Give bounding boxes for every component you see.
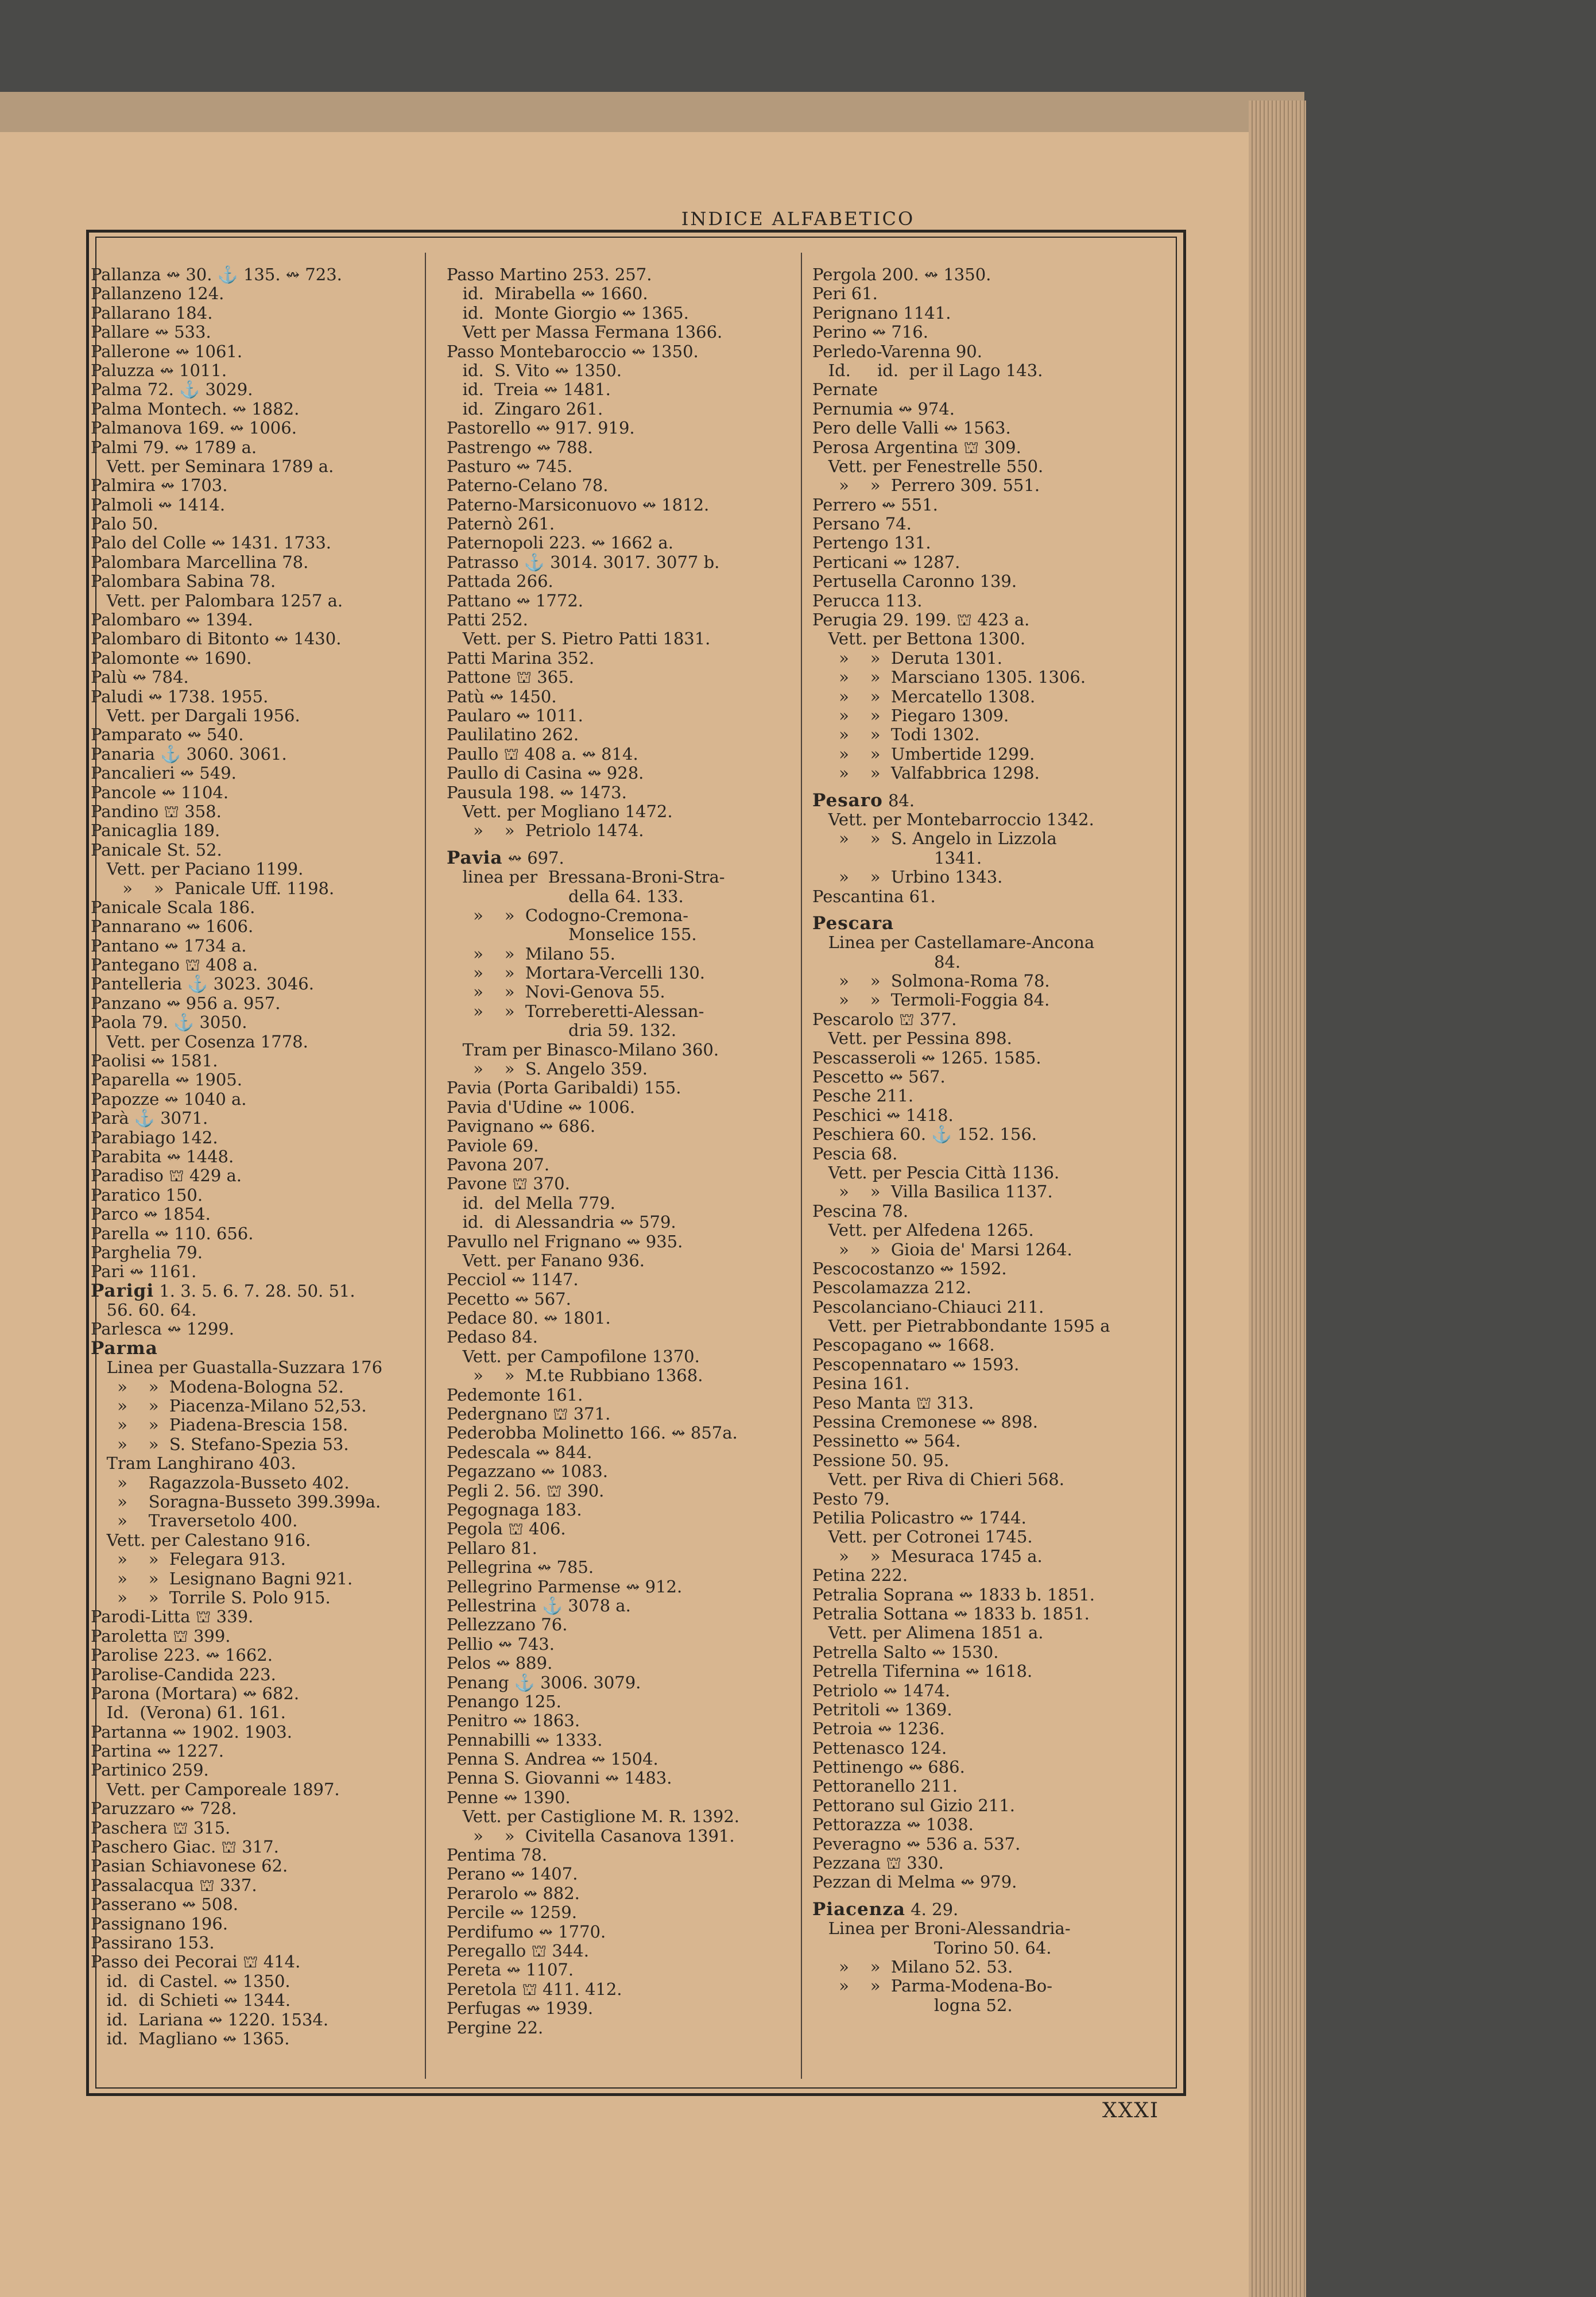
index-entry: Penna S. Andrea ↭ 1504. [447, 1749, 658, 1769]
index-entry: Tram Langhirano 403. [91, 1453, 296, 1474]
index-entry: Pausula 198. ↭ 1473. [447, 782, 627, 802]
index-entry: Paulilatino 262. [447, 725, 579, 745]
city-heading: Piacenza [812, 1898, 906, 1920]
index-entry: Patti 252. [447, 610, 528, 630]
index-entry: Pedaso 84. [447, 1327, 538, 1347]
index-entry: Paullo ⛫ 408 a. ↭ 814. [447, 744, 638, 764]
index-entry: id. di Castel. ↭ 1350. [91, 1971, 290, 1991]
index-entry: Pellaro 81. [447, 1538, 537, 1558]
index-entry: » » Petriolo 1474. [447, 821, 644, 841]
index-entry: Pesche 211. [812, 1086, 914, 1106]
index-entry: Palmi 79. ↭ 1789 a. [91, 437, 257, 457]
index-entry: Pezzana ⛫ 330. [812, 1853, 944, 1873]
index-entry: Vett. per Bettona 1300. [812, 629, 1026, 649]
index-entry: » » Felegara 913. [91, 1549, 286, 1569]
index-entry: Parà ⚓ 3071. [91, 1108, 208, 1128]
index-entry: Passalacqua ⛫ 337. [91, 1875, 257, 1895]
index-entry: Pasian Schiavonese 62. [91, 1856, 288, 1876]
page-title: INDICE ALFABETICO [681, 208, 915, 230]
index-entry: Pezzan di Melma ↭ 979. [812, 1872, 1017, 1892]
index-entry: Petrella Tifernina ↭ 1618. [812, 1661, 1033, 1681]
index-entry: Peschici ↭ 1418. [812, 1105, 954, 1125]
index-entry: Parco ↭ 1854. [91, 1204, 211, 1224]
index-entry: Pantano ↭ 1734 a. [91, 935, 247, 956]
index-entry: Pettorano sul Gizio 211. [812, 1795, 1015, 1815]
index-entry: » Soragna-Busseto 399.399a. [91, 1492, 381, 1511]
index-entry: Pessinetto ↭ 564. [812, 1431, 961, 1451]
index-entry: Persano 74. [812, 514, 912, 534]
index-entry: Palma 72. ⚓ 3029. [91, 380, 253, 400]
index-entry: logna 52. [812, 1995, 1013, 2015]
index-entry: Perignano 1141. [812, 303, 951, 323]
index-entry: Vett. per Cosenza 1778. [91, 1031, 308, 1051]
index-entry: Id. id. per il Lago 143. [812, 360, 1043, 380]
index-entry: » » Valfabbrica 1298. [812, 763, 1040, 783]
index-entry: Perino ↭ 716. [812, 322, 928, 342]
index-entry: Paternopoli 223. ↭ 1662 a. [447, 533, 673, 553]
index-entry: Parabita ↭ 1448. [91, 1146, 234, 1166]
index-entry: » » Perrero 309. 551. [812, 475, 1040, 496]
index-entry: Papozze ↭ 1040 a. [91, 1089, 247, 1109]
index-entry: » » Piegaro 1309. [812, 705, 1009, 725]
index-entry: Parolise-Candida 223. [91, 1664, 276, 1684]
index-entry: Pastorello ↭ 917. 919. [447, 418, 635, 438]
index-entry: Peschiera 60. ⚓ 152. 156. [812, 1124, 1037, 1144]
index-entry: Palma Montech. ↭ 1882. [91, 399, 300, 419]
index-entry: Pescetto ↭ 567. [812, 1067, 946, 1087]
index-entry: Pegola ⛫ 406. [447, 1519, 566, 1539]
index-entry: Vett. per S. Pietro Patti 1831. [447, 629, 711, 649]
index-entry: Perano ↭ 1407. [447, 1864, 578, 1884]
index-entry: Palo del Colle ↭ 1431. 1733. [91, 533, 332, 553]
index-entry: Paviole 69. [447, 1135, 539, 1155]
index-entry: Patti Marina 352. [447, 648, 595, 668]
index-entry: Partinico 259. [91, 1760, 209, 1780]
index-entry: Vett. per Seminara 1789 a. [91, 456, 334, 476]
index-entry: Pesto 79. [812, 1488, 890, 1509]
index-entry: Pavone ⛫ 370. [447, 1174, 570, 1194]
index-entry: Pattada 266. [447, 571, 553, 591]
index-entry: Petralia Sottana ↭ 1833 b. 1851. [812, 1603, 1090, 1623]
index-entry: Perticani ↭ 1287. [812, 552, 960, 572]
index-entry: Perledo-Varenna 90. [812, 341, 982, 361]
index-entry: Pamparato ↭ 540. [91, 725, 244, 745]
index-entry: Paterno-Marsiconuovo ↭ 1812. [447, 494, 710, 515]
index-entry: » » Todi 1302. [812, 725, 980, 745]
index-entry: » » Milano 52. 53. [812, 1956, 1013, 1977]
index-entry: Vett. per Pietrabbondante 1595 a [812, 1316, 1110, 1336]
index-entry: Pastrengo ↭ 788. [447, 437, 594, 457]
index-entry: » » Lesignano Bagni 921. [91, 1568, 353, 1588]
index-entry: Passo Martino 253. 257. [447, 265, 652, 284]
index-entry: Paularo ↭ 1011. [447, 705, 583, 725]
index-entry: Pegli 2. 56. ⛫ 390. [447, 1480, 605, 1501]
index-entry: Pedescala ↭ 844. [447, 1442, 592, 1462]
index-entry: » » Mesuraca 1745 a. [812, 1546, 1043, 1566]
index-entry: Vett. per Pessina 898. [812, 1028, 1012, 1049]
index-entry: Passerano ↭ 508. [91, 1894, 239, 1915]
index-entry: Parghelia 79. [91, 1242, 203, 1262]
index-entry: Vett. per Campofilone 1370. [447, 1346, 700, 1366]
index-entry: Vett per Massa Fermana 1366. [447, 322, 723, 342]
page-edge-stack [1249, 100, 1306, 2297]
index-entry: Pesina 161. [812, 1374, 910, 1394]
index-entry: Vett. per Cotronei 1745. [812, 1527, 1033, 1547]
index-entry: » » Deruta 1301. [812, 648, 1003, 668]
index-entry: Pescopennataro ↭ 1593. [812, 1354, 1020, 1374]
index-entry: Partanna ↭ 1902. 1903. [91, 1722, 292, 1742]
index-entry: Vett. per Montebarroccio 1342. [812, 809, 1094, 829]
index-entry [812, 914, 1173, 933]
index-entry: » » Mortara-Vercelli 130. [447, 963, 706, 983]
index-entry: Peretola ⛫ 411. 412. [447, 1979, 622, 1999]
index-entry: Pettoranello 211. [812, 1776, 958, 1796]
index-entry: » » Torrile S. Polo 915. [91, 1587, 331, 1607]
index-entry: Pavignano ↭ 686. [447, 1116, 596, 1136]
index-entry: Paradiso ⛫ 429 a. [91, 1166, 242, 1186]
index-entry: Linea per Broni-Alessandria- [812, 1919, 1071, 1939]
index-entry: Peso Manta ⛫ 313. [812, 1393, 974, 1413]
index-entry: Paratico 150. [91, 1185, 203, 1205]
index-entry: Vett. per Mogliano 1472. [447, 801, 673, 821]
index-entry: Pertengo 131. [812, 533, 931, 553]
index-entry: Pennabilli ↭ 1333. [447, 1730, 603, 1750]
index-entry: id. del Mella 779. [447, 1193, 615, 1213]
index-entry: Vett. per Riva di Chieri 568. [812, 1470, 1064, 1490]
index-entry: id. Lariana ↭ 1220. 1534. [91, 2009, 329, 2029]
index-entry: Parabiago 142. [91, 1127, 218, 1147]
index-entry: Tram per Binasco-Milano 360. [447, 1039, 719, 1059]
index-entry: » » Gioia de' Marsi 1264. [812, 1239, 1072, 1259]
index-entry: Pertusella Caronno 139. [812, 571, 1017, 591]
index-entry: Perrero ↭ 551. [812, 494, 938, 515]
index-entry: Torino 50. 64. [812, 1938, 1052, 1958]
index-entry: Pattano ↭ 1772. [447, 590, 583, 610]
index-entry: Petralia Soprana ↭ 1833 b. 1851. [812, 1584, 1095, 1604]
index-entry: Penitro ↭ 1863. [447, 1711, 580, 1731]
index-entry: linea per Bressana-Broni-Stra- [447, 867, 725, 887]
index-entry: Perfugas ↭ 1939. [447, 1998, 594, 2018]
index-entry: id. Magliano ↭ 1365. [91, 2028, 290, 2048]
index-entry: » » Piacenza-Milano 52,53. [91, 1396, 367, 1416]
index-entry: 56. 60. 64. [91, 1300, 197, 1320]
index-entry: Penne ↭ 1390. [447, 1787, 571, 1807]
index-entry: Pettinengo ↭ 686. [812, 1757, 965, 1777]
index-entry: Monselice 155. [447, 925, 697, 945]
index-entry: Paparella ↭ 1905. [91, 1070, 242, 1090]
index-entry: Pallanza ↭ 30. ⚓ 135. ↭ 723. [91, 265, 342, 284]
index-entry: Parona (Mortara) ↭ 682. [91, 1683, 300, 1703]
index-entry: Vett. per Calestano 916. [91, 1530, 311, 1550]
index-entry: » » S. Angelo in Lizzola [812, 829, 1057, 849]
index-entry: Paroletta ⛫ 399. [91, 1626, 231, 1646]
index-entry: Linea per Castellamare-Ancona [812, 933, 1095, 953]
index-entry: Pettenasco 124. [812, 1738, 947, 1758]
index-entry: Percile ↭ 1259. [447, 1902, 577, 1923]
index-column-1 [91, 265, 447, 2048]
index-entry: Pelos ↭ 889. [447, 1653, 553, 1673]
index-entry: Vett. per Camporeale 1897. [91, 1779, 340, 1799]
index-entry: Paterno-Celano 78. [447, 475, 609, 496]
index-entry: Pallarano 184. [91, 303, 213, 323]
index-entry: Pesaro 84. [812, 790, 915, 811]
index-entry: Patrasso ⚓ 3014. 3017. 3077 b. [447, 552, 720, 572]
index-entry: » » Parma-Modena-Bo- [812, 1976, 1053, 1996]
index-entry: Pergola 200. ↭ 1350. [812, 265, 991, 284]
index-entry: Pavullo nel Frignano ↭ 935. [447, 1231, 683, 1251]
index-entry: Paschero Giac. ⛫ 317. [91, 1837, 279, 1857]
index-column-2 [447, 265, 805, 2037]
index-entry: id. S. Vito ↭ 1350. [447, 360, 622, 380]
index-entry: della 64. 133. [447, 886, 684, 906]
index-entry: Passignano 196. [91, 1913, 228, 1933]
index-entry: Pellegrina ↭ 785. [447, 1557, 594, 1577]
index-entry: » » S. Stefano-Spezia 53. [91, 1434, 349, 1454]
index-entry: Petina 222. [812, 1565, 908, 1586]
index-entry: Parigi 1. 3. 5. 6. 7. 28. 50. 51. [91, 1280, 355, 1301]
index-entry: » » Milano 55. [447, 943, 615, 964]
index-entry: id. Mirabella ↭ 1660. [447, 284, 648, 304]
index-entry: Pessina Cremonese ↭ 898. [812, 1412, 1038, 1432]
index-entry: Pantegano ⛫ 408 a. [91, 955, 258, 975]
index-entry: Pernate [812, 380, 878, 400]
index-entry: » » Modena-Bologna 52. [91, 1376, 344, 1397]
index-entry: Palombara Sabina 78. [91, 571, 276, 591]
index-entry: Pattone ⛫ 365. [447, 667, 574, 687]
index-entry: Palombaro di Bitonto ↭ 1430. [91, 629, 342, 649]
index-entry: Palo 50. [91, 514, 158, 534]
index-entry: Palmoli ↭ 1414. [91, 494, 226, 515]
index-entry: Peveragno ↭ 536 a. 537. [812, 1834, 1021, 1854]
index-entry: Partina ↭ 1227. [91, 1741, 224, 1761]
index-entry: Pellezzano 76. [447, 1615, 568, 1635]
index-entry: » Traversetolo 400. [91, 1511, 298, 1531]
index-entry: Pescarolo ⛫ 377. [812, 1009, 957, 1029]
index-entry: Petilia Policastro ↭ 1744. [812, 1508, 1026, 1528]
index-entry: Pecciol ↭ 1147. [447, 1270, 579, 1290]
index-entry: Pescopagano ↭ 1668. [812, 1335, 995, 1355]
index-entry: Pescolamazza 212. [812, 1278, 971, 1298]
index-entry: Pergine 22. [447, 2017, 544, 2037]
index-entry: Petritoli ↭ 1369. [812, 1699, 952, 1719]
index-entry: Pescantina 61. [812, 886, 936, 906]
index-entry: Petriolo ↭ 1474. [812, 1680, 951, 1700]
index-entry: Vett. per Castiglione M. R. 1392. [447, 1807, 739, 1827]
index-entry: Paternò 261. [447, 514, 555, 534]
index-entry: Pettorazza ↭ 1038. [812, 1815, 974, 1835]
index-entry: Pallare ↭ 533. [91, 322, 211, 342]
index-entry: Pancalieri ↭ 549. [91, 763, 237, 783]
index-entry: » » Mercatello 1308. [812, 686, 1036, 706]
index-entry: Pandino ⛫ 358. [91, 801, 222, 821]
index-entry: id. Monte Giorgio ↭ 1365. [447, 303, 689, 323]
index-entry: Pallanzeno 124. [91, 284, 224, 304]
index-entry: Petroia ↭ 1236. [812, 1719, 945, 1739]
city-heading: Parigi [91, 1280, 154, 1301]
index-entry: Vett. per Alfedena 1265. [812, 1220, 1034, 1240]
index-entry: Linea per Guastalla-Suzzara 176 [91, 1358, 383, 1378]
index-entry [91, 1339, 447, 1358]
index-entry: Penang ⚓ 3006. 3079. [447, 1672, 641, 1692]
index-entry: Pentima 78. [447, 1845, 548, 1865]
index-entry: Paola 79. ⚓ 3050. [91, 1012, 247, 1033]
index-entry: » » Termoli-Foggia 84. [812, 990, 1050, 1010]
index-entry: Pescolanciano-Chiauci 211. [812, 1297, 1044, 1317]
index-entry: Pegognaga 183. [447, 1500, 582, 1519]
index-entry: Pasturo ↭ 745. [447, 456, 573, 476]
index-entry: Pavia (Porta Garibaldi) 155. [447, 1078, 681, 1098]
index-entry: id. di Alessandria ↭ 579. [447, 1212, 676, 1232]
index-entry: » » Piadena-Brescia 158. [91, 1415, 348, 1435]
index-entry: Palombara Marcellina 78. [91, 552, 309, 572]
index-entry: Pellio ↭ 743. [447, 1634, 555, 1654]
index-entry: » » Torreberetti-Alessan- [447, 1001, 704, 1021]
index-entry: Pescia 68. [812, 1143, 898, 1163]
index-entry: » » Umbertide 1299. [812, 744, 1035, 764]
index-entry: Pallerone ↭ 1061. [91, 341, 243, 361]
index-entry: Perosa Argentina ⛫ 309. [812, 437, 1021, 457]
index-entry: Panicale Scala 186. [91, 897, 255, 917]
index-entry: Pescocostanzo ↭ 1592. [812, 1258, 1007, 1278]
index-entry: Palmanova 169. ↭ 1006. [91, 418, 297, 438]
index-entry: Petrella Salto ↭ 1530. [812, 1642, 999, 1662]
index-entry: Pedergnano ⛫ 371. [447, 1404, 611, 1424]
index-entry: » » Marsciano 1305. 1306. [812, 667, 1086, 687]
index-entry: Passo Montebaroccio ↭ 1350. [447, 341, 699, 361]
index-entry: Parlesca ↭ 1299. [91, 1319, 234, 1339]
index-entry: Perugia 29. 199. ⛫ 423 a. [812, 610, 1030, 630]
index-entry: Paolisi ↭ 1581. [91, 1051, 218, 1071]
index-entry: » » Novi-Genova 55. [447, 982, 665, 1002]
index-entry: Pancole ↭ 1104. [91, 782, 229, 802]
index-entry: Palomonte ↭ 1690. [91, 648, 252, 668]
index-entry: Paschera ⛫ 315. [91, 1818, 231, 1838]
index-entry: Pescina 78. [812, 1201, 909, 1221]
index-entry: Pellegrino Parmense ↭ 912. [447, 1576, 683, 1596]
index-entry: Palmira ↭ 1703. [91, 475, 228, 496]
index-entry: Pederobba Molinetto 166. ↭ 857a. [447, 1423, 738, 1443]
index-entry: » » Codogno-Cremona- [447, 905, 688, 925]
index-entry: Paullo di Casina ↭ 928. [447, 763, 644, 783]
index-entry: Pegazzano ↭ 1083. [447, 1461, 608, 1482]
index-entry: Id. (Verona) 61. 161. [91, 1703, 286, 1723]
index-entry: Passirano 153. [91, 1932, 215, 1952]
city-heading: Pavia [447, 847, 503, 868]
index-entry: Pannarano ↭ 1606. [91, 917, 254, 937]
index-entry: Panaria ⚓ 3060. 3061. [91, 744, 287, 764]
index-entry: Paludi ↭ 1738. 1955. [91, 686, 269, 706]
index-entry: Vett. per Fanano 936. [447, 1250, 645, 1270]
index-entry: Pedemonte 161. [447, 1385, 583, 1405]
index-entry: Penango 125. [447, 1691, 561, 1711]
city-heading: Pescara [812, 912, 894, 934]
index-entry: Parella ↭ 110. 656. [91, 1223, 254, 1243]
index-entry: 84. [812, 952, 961, 972]
index-entry: Palombaro ↭ 1394. [91, 610, 253, 630]
index-entry: Parodi-Litta ⛫ 339. [91, 1607, 254, 1627]
index-entry: Vett. per Palombara 1257 a. [91, 590, 343, 610]
index-entry: » » Urbino 1343. [812, 867, 1003, 887]
index-entry: » » M.te Rubbiano 1368. [447, 1366, 703, 1386]
index-entry: Perucca 113. [812, 590, 923, 610]
index-entry: Vett. per Dargali 1956. [91, 705, 300, 725]
index-entry: Peri 61. [812, 284, 878, 304]
index-entry: Pari ↭ 1161. [91, 1262, 197, 1282]
index-entry: Pernumia ↭ 974. [812, 399, 955, 419]
index-entry: Vett. per Fenestrelle 550. [812, 456, 1044, 476]
index-entry: » » S. Angelo 359. [447, 1059, 648, 1079]
index-entry: Pavia ↭ 697. [447, 847, 564, 868]
index-entry: » » Panicale Uff. 1198. [91, 878, 335, 898]
index-entry: Palù ↭ 784. [91, 667, 189, 687]
index-entry: Vett. per Alimena 1851 a. [812, 1623, 1044, 1643]
index-entry: id. Zingaro 261. [447, 399, 603, 419]
index-entry: Passo dei Pecorai ⛫ 414. [91, 1952, 301, 1972]
index-entry: Pavia d'Udine ↭ 1006. [447, 1097, 636, 1117]
index-entry: Perdifumo ↭ 1770. [447, 1921, 606, 1942]
index-column-3 [812, 265, 1173, 2015]
index-entry: Patù ↭ 1450. [447, 686, 557, 706]
index-entry: Vett. per Paciano 1199. [91, 859, 304, 879]
index-entry: Paruzzaro ↭ 728. [91, 1799, 237, 1819]
index-entry: Pellestrina ⚓ 3078 a. [447, 1595, 631, 1615]
index-entry: Pecetto ↭ 567. [447, 1289, 571, 1309]
index-entry: Parolise 223. ↭ 1662. [91, 1645, 273, 1665]
index-entry: Panicaglia 189. [91, 821, 220, 841]
page-top-edge [0, 92, 1304, 132]
index-entry: Pantelleria ⚓ 3023. 3046. [91, 974, 314, 994]
index-entry: Pedace 80. ↭ 1801. [447, 1308, 611, 1328]
index-entry: Pereta ↭ 1107. [447, 1960, 574, 1980]
index-entry: Paluzza ↭ 1011. [91, 360, 227, 380]
index-entry: Perarolo ↭ 882. [447, 1883, 580, 1903]
index-entry: dria 59. 132. [447, 1020, 677, 1041]
index-entry: Pescasseroli ↭ 1265. 1585. [812, 1047, 1041, 1068]
index-entry: Piacenza 4. 29. [812, 1898, 959, 1920]
index-entry: » Ragazzola-Busseto 402. [91, 1472, 350, 1492]
index-entry: id. di Schieti ↭ 1344. [91, 1990, 291, 2010]
index-entry: Pessione 50. 95. [812, 1450, 950, 1470]
index-entry: Panzano ↭ 956 a. 957. [91, 993, 281, 1013]
index-entry: 1341. [812, 848, 982, 868]
index-entry: Panicale St. 52. [91, 840, 222, 860]
page-number: XXXI [1102, 2099, 1160, 2122]
index-entry: » » Villa Basilica 1137. [812, 1182, 1053, 1202]
index-entry: Vett. per Pescia Città 1136. [812, 1162, 1060, 1182]
index-entry: » » Solmona-Roma 78. [812, 971, 1050, 991]
index-entry: Penna S. Giovanni ↭ 1483. [447, 1768, 672, 1788]
index-entry: id. Treia ↭ 1481. [447, 380, 611, 400]
index-entry: Pero delle Valli ↭ 1563. [812, 418, 1011, 438]
index-entry: Peregallo ⛫ 344. [447, 1940, 589, 1960]
index-entry: Pavona 207. [447, 1154, 550, 1174]
index-entry: » » Civitella Casanova 1391. [447, 1826, 735, 1846]
city-heading: Pesaro [812, 790, 883, 811]
city-heading: Parma [91, 1337, 158, 1359]
